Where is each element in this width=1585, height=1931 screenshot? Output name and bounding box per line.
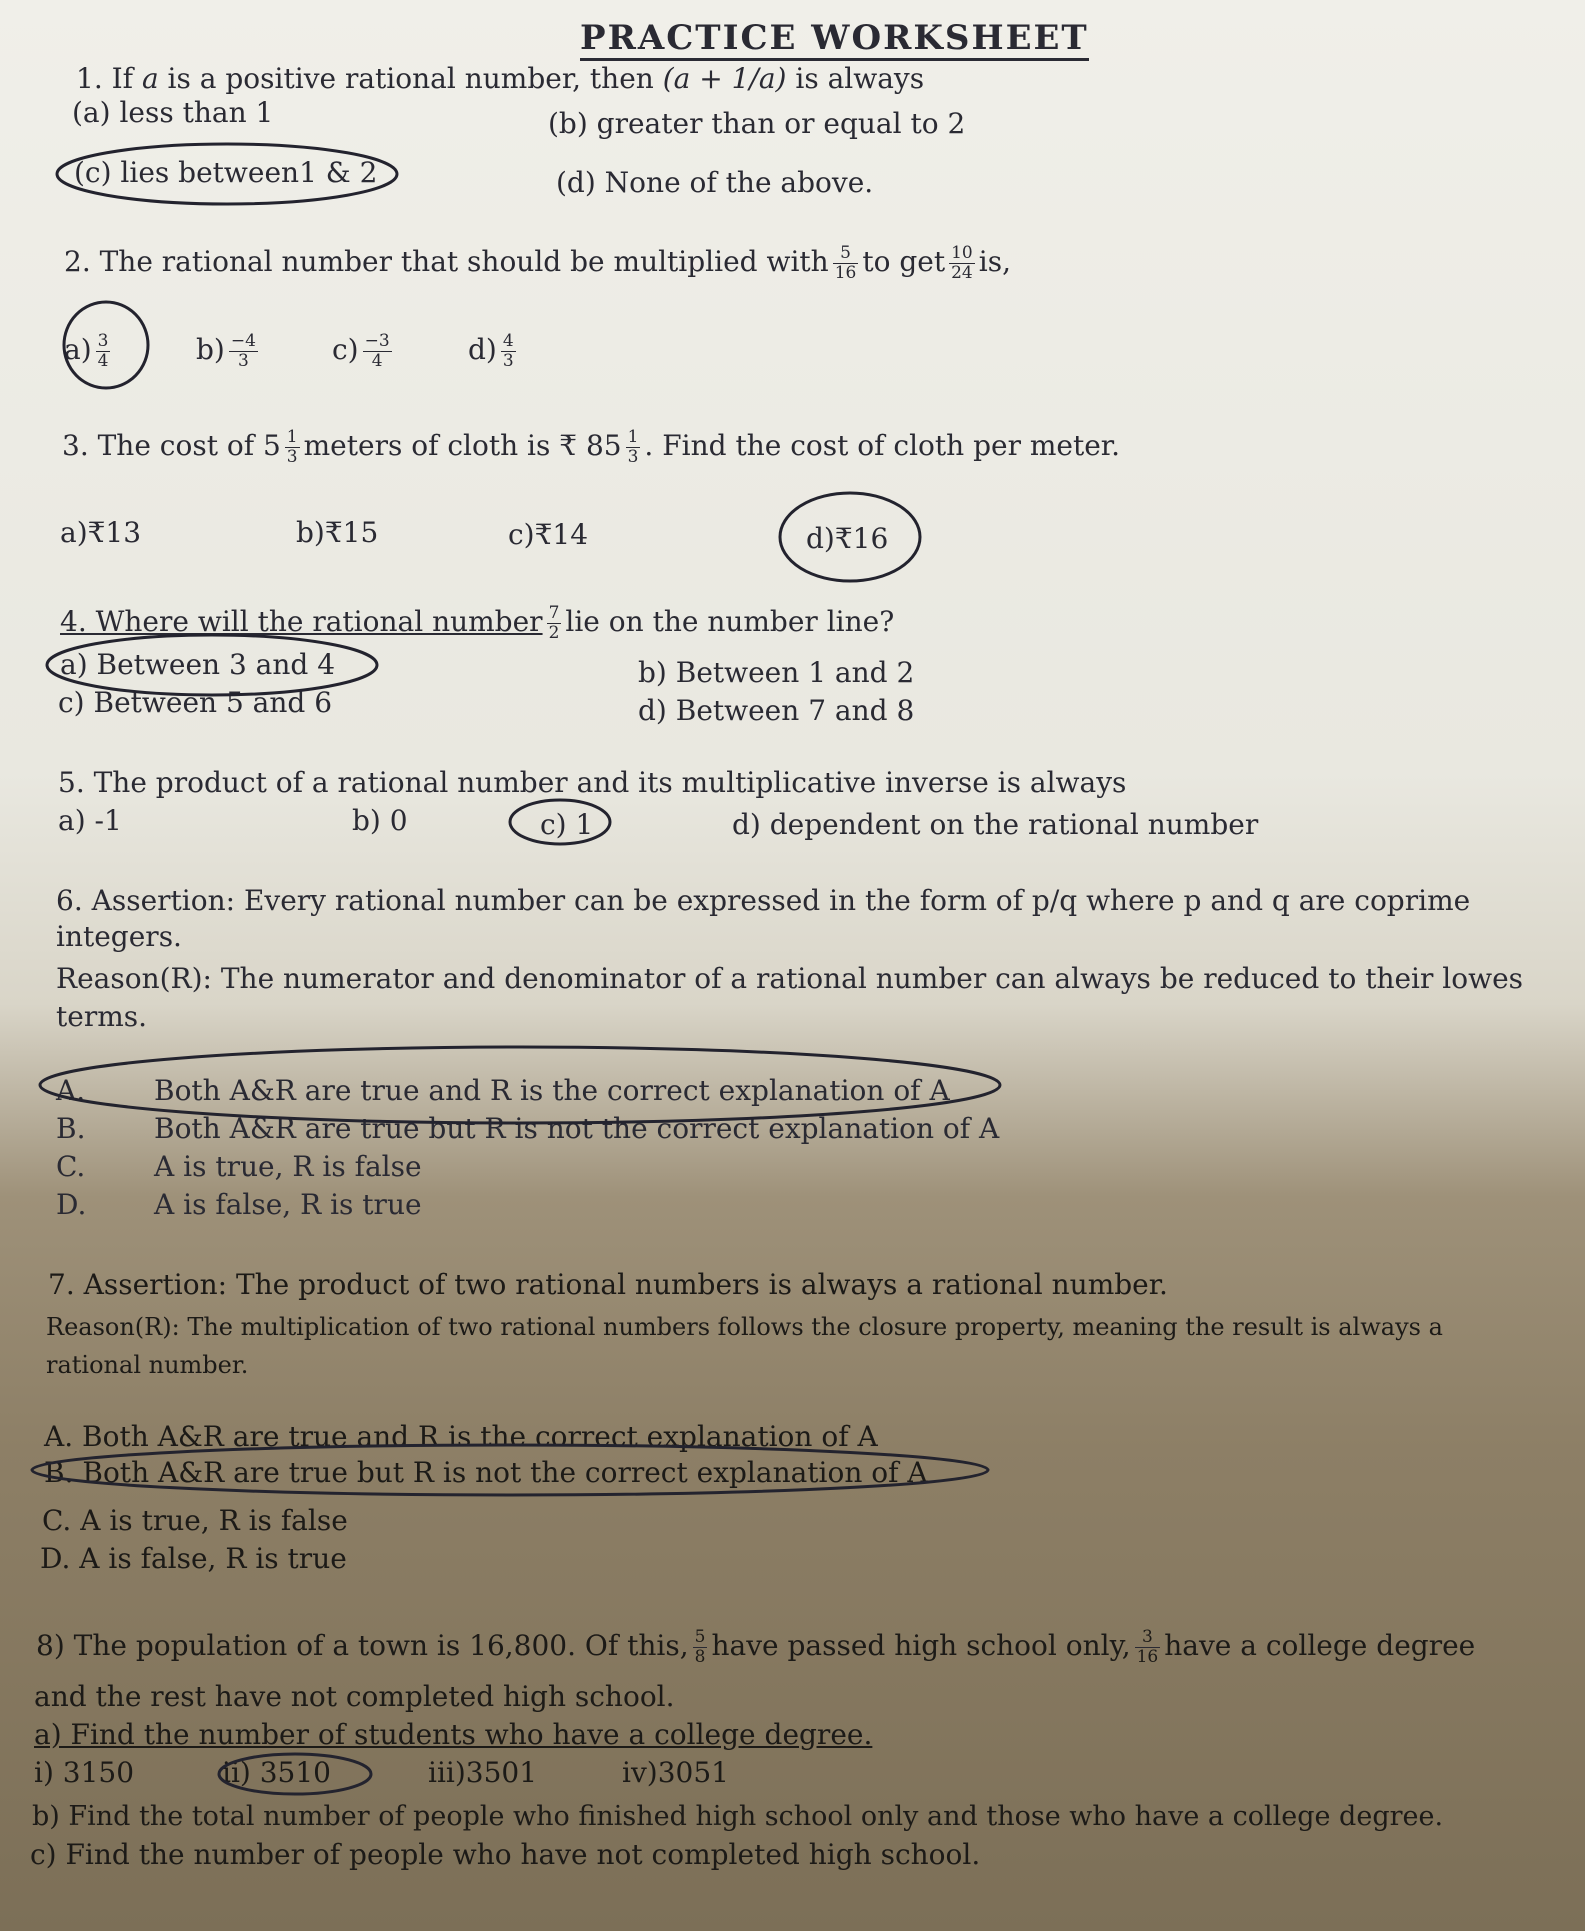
q6-assertion-line-1: 6. Assertion: Every rational number can be expressed in the form of p/q where p and q are coprime — [56, 884, 1471, 917]
q3-option-a[interactable]: a)₹13 — [60, 516, 142, 549]
q8-f2-num: 3 — [1135, 1628, 1161, 1648]
q8-f1-den: 8 — [694, 1647, 706, 1667]
q2-b-fraction — [229, 332, 258, 371]
q8-option-ii[interactable]: ii) 3510 — [222, 1756, 331, 1789]
question-3-stem — [62, 428, 1120, 467]
q2-option-a[interactable] — [64, 332, 114, 371]
q6-d-label: D. — [56, 1188, 87, 1221]
q2-c-label: c) — [332, 333, 359, 366]
q2-post: is, — [978, 245, 1011, 278]
q2-f1-den: 16 — [834, 263, 857, 283]
q8-part-b: b) Find the total number of people who finished high school only and those who have a college degree. — [32, 1801, 1444, 1832]
q7-reason-line-2: rational number. — [46, 1351, 249, 1379]
q6-b-text: Both A&R are true but R is not the correct explanation of A — [154, 1112, 1000, 1145]
q3-mid: meters of cloth is ₹ 85 — [303, 429, 622, 462]
q2-fraction-1 — [833, 244, 859, 283]
worksheet-title: PRACTICE WORKSHEET — [580, 18, 1089, 61]
q7-assertion: 7. Assertion: The product of two rational numbers is always a rational number. — [48, 1268, 1168, 1301]
q3-mixed-fraction-2 — [626, 428, 641, 467]
q2-b-num: −4 — [230, 331, 256, 351]
q2-f2-den: 24 — [951, 263, 973, 283]
q7-reason-line-1: Reason(R): The multiplication of two rational numbers follows the closure property, meaning the result is always a — [46, 1313, 1443, 1341]
q4-option-b[interactable]: b) Between 1 and 2 — [638, 656, 915, 689]
question-8-stem — [36, 1628, 1475, 1667]
q1-pre: 1. If — [76, 62, 142, 95]
q8-part-c: c) Find the number of people who have not completed high school. — [30, 1838, 981, 1871]
q1-option-c[interactable]: (c) lies between1 & 2 — [74, 156, 378, 189]
q4-f-den: 2 — [548, 623, 560, 643]
q1-var: a — [141, 62, 159, 95]
q7-option-c[interactable]: C. A is true, R is false — [42, 1504, 348, 1537]
q7-option-a[interactable]: A. Both A&R are true and R is the correct explanation of A — [44, 1420, 878, 1453]
q1-option-d[interactable]: (d) None of the above. — [556, 166, 874, 199]
q6-reason-line-1: Reason(R): The numerator and denominator of a rational number can always be reduced to their lowes — [56, 962, 1524, 995]
q2-d-label: d) — [468, 333, 497, 366]
q1-option-a[interactable]: (a) less than 1 — [72, 96, 274, 129]
q2-a-label: a) — [64, 333, 92, 366]
q2-f1-num: 5 — [833, 244, 859, 264]
q7-option-b[interactable]: B. Both A&R are true but R is not the correct explanation of A — [44, 1456, 928, 1489]
q6-b-label: B. — [56, 1112, 86, 1145]
q5-option-c[interactable]: c) 1 — [540, 808, 594, 841]
q2-option-d[interactable] — [468, 332, 520, 371]
q2-c-den: 4 — [371, 351, 383, 371]
question-1-stem — [76, 62, 924, 96]
q2-option-b[interactable] — [196, 332, 262, 371]
q2-d-num: 4 — [502, 331, 514, 351]
question-4-stem — [60, 604, 894, 643]
q3-post: . Find the cost of cloth per meter. — [644, 429, 1121, 462]
q3-c-den: 3 — [627, 447, 639, 467]
q6-option-a[interactable] — [56, 1074, 950, 1108]
q8-post: have a college degree — [1164, 1629, 1476, 1662]
q2-c-num: −3 — [364, 331, 390, 351]
q6-option-b[interactable] — [56, 1112, 999, 1146]
q8-option-iv[interactable]: iv)3051 — [622, 1756, 729, 1789]
q6-a-label: A. — [56, 1074, 86, 1107]
q2-b-label: b) — [196, 333, 225, 366]
q4-option-a[interactable]: a) Between 3 and 4 — [60, 648, 336, 681]
q8-f2-den: 16 — [1136, 1647, 1159, 1667]
q3-mixed-fraction-1 — [285, 428, 300, 467]
q8-line-2: and the rest have not completed high school. — [34, 1680, 675, 1713]
q2-pre: 2. The rational number that should be multiplied with — [64, 245, 829, 278]
q4-f-num: 7 — [548, 603, 560, 623]
q6-option-d[interactable] — [56, 1188, 422, 1222]
q6-reason-line-2: terms. — [56, 1000, 148, 1033]
q6-c-text: A is true, R is false — [154, 1150, 422, 1183]
q1-mid: is a positive rational number, then — [158, 62, 663, 95]
q8-option-i[interactable]: i) 3150 — [34, 1756, 135, 1789]
q4-option-d[interactable]: d) Between 7 and 8 — [638, 694, 915, 727]
q4-pre: 4. Where will the rational number — [60, 605, 543, 638]
q3-option-b[interactable]: b)₹15 — [296, 516, 379, 549]
q1-post: is always — [786, 62, 925, 95]
q6-assertion-line-2: integers. — [56, 920, 182, 953]
q2-d-den: 3 — [502, 351, 514, 371]
q8-fraction-1 — [693, 1628, 708, 1667]
q4-fraction — [547, 604, 562, 643]
q4-option-c[interactable]: c) Between 5 and 6 — [58, 686, 333, 719]
q6-option-c[interactable] — [56, 1150, 422, 1184]
q8-fraction-2 — [1135, 1628, 1161, 1667]
q8-pre: 8) The population of a town is 16,800. Of this, — [36, 1629, 689, 1662]
q2-a-num: 3 — [97, 331, 109, 351]
q3-option-c[interactable]: c)₹14 — [508, 518, 589, 551]
q5-option-a[interactable]: a) -1 — [58, 804, 122, 837]
q8-mid: have passed high school only, — [711, 1629, 1131, 1662]
q2-f2-num: 10 — [951, 243, 973, 263]
q5-option-b[interactable]: b) 0 — [352, 804, 408, 837]
q8-part-a — [34, 1718, 872, 1752]
q3-m-num: 1 — [286, 427, 298, 447]
q8-f1-num: 5 — [694, 1627, 706, 1647]
q6-c-label: C. — [56, 1150, 86, 1183]
q3-pre: 3. The cost of 5 — [62, 429, 281, 462]
q2-mid: to get — [862, 245, 946, 278]
q2-d-fraction — [501, 332, 516, 371]
q2-c-fraction — [363, 332, 392, 371]
q4-post: lie on the number line? — [565, 605, 895, 638]
q3-m-den: 3 — [286, 447, 298, 467]
q6-a-text: Both A&R are true and R is the correct explanation of A — [154, 1074, 950, 1107]
q1-expression: (a + 1/a) — [662, 62, 787, 95]
q2-option-c[interactable] — [332, 332, 396, 371]
q2-b-den: 3 — [237, 351, 249, 371]
q3-option-d[interactable]: d)₹16 — [806, 522, 889, 555]
q1-option-b[interactable]: (b) greater than or equal to 2 — [548, 107, 966, 140]
q8-part-a-text: a) Find the number of students who have a college degree. — [34, 1718, 873, 1751]
q3-c-num: 1 — [627, 427, 639, 447]
q7-option-d[interactable]: D. A is false, R is true — [40, 1542, 347, 1575]
q2-a-fraction — [96, 332, 111, 371]
q6-d-text: A is false, R is true — [154, 1188, 422, 1221]
q8-option-iii[interactable]: iii)3501 — [428, 1756, 538, 1789]
q5-option-d[interactable]: d) dependent on the rational number — [732, 808, 1259, 841]
question-5-stem: 5. The product of a rational number and its multiplicative inverse is always — [58, 766, 1127, 799]
q2-a-den: 4 — [97, 351, 109, 371]
q2-fraction-2 — [949, 244, 975, 283]
question-2-stem — [64, 244, 1011, 283]
